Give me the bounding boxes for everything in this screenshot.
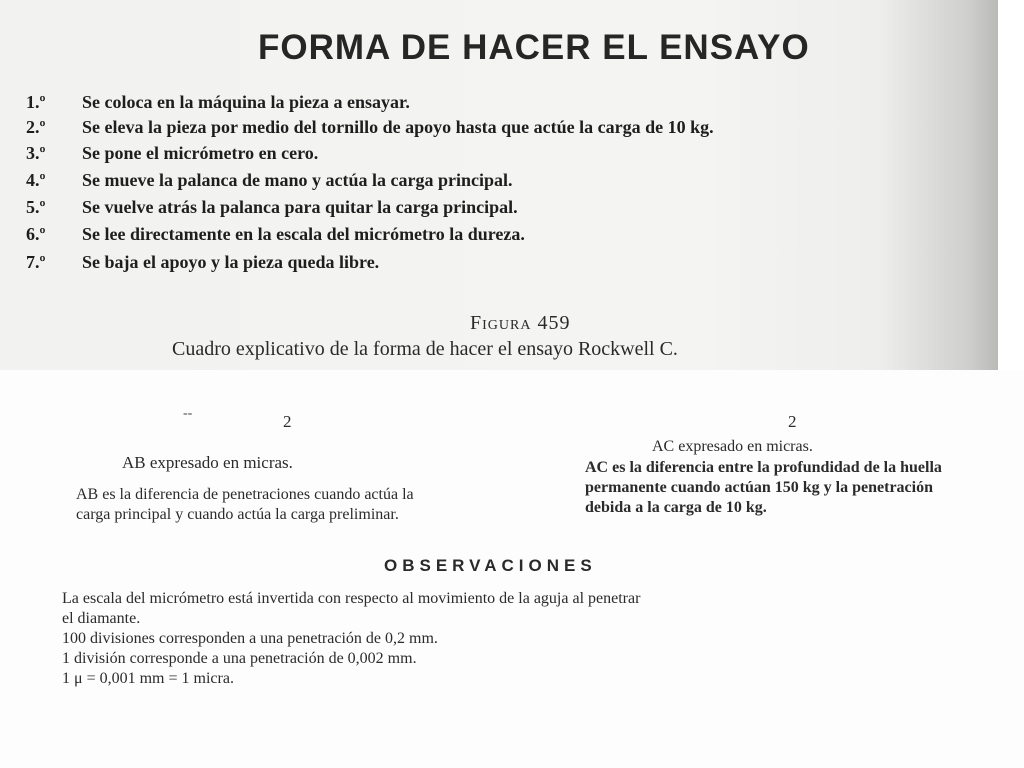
observation-line: 100 divisiones corresponden a una penetración de 0,2 mm. — [62, 630, 438, 647]
step-text: Se pone el micrómetro en cero. — [82, 143, 319, 163]
observation-line: 1 división corresponde a una penetración de 0,002 mm. — [62, 650, 417, 667]
right-description: AC es la diferencia entre la profundidad de la huella permanente cuando actúan 150 kg y la penetración debida a la carga de 10 kg. — [585, 459, 942, 516]
procedure-steps — [0, 0, 1000, 300]
observation-line: La escala del micrómetro está invertida con respecto al movimiento de la aguja al penetrar — [62, 590, 641, 607]
left-label: AB expresado en micras. — [122, 453, 293, 472]
page-edge — [998, 0, 1024, 370]
right-label: AC expresado en micras. — [652, 438, 813, 455]
figure-label: Figura 459 — [470, 312, 571, 334]
step-text: Se baja el apoyo y la pieza queda libre. — [82, 252, 380, 272]
step-number: 4.º — [26, 170, 46, 190]
step-text: Se lee directamente en la escala del micrómetro la dureza. — [82, 224, 525, 244]
step-number: 2.º — [26, 117, 46, 137]
step-number: 5.º — [26, 197, 46, 217]
step-text: Se coloca en la máquina la pieza a ensayar. — [82, 92, 410, 112]
observation-line: 1 μ = 0,001 mm = 1 micra. — [62, 670, 234, 687]
step-number: 6.º — [26, 224, 46, 244]
step-number: 1.º — [26, 92, 46, 112]
step-number: 3.º — [26, 143, 46, 163]
step-text: Se eleva la pieza por medio del tornillo de apoyo hasta que actúe la carga de 10 kg. — [82, 117, 714, 137]
step-text: Se mueve la palanca de mano y actúa la carga principal. — [82, 170, 513, 190]
left-dash: -- — [183, 406, 193, 421]
observation-line: el diamante. — [62, 610, 141, 627]
step-number: 7.º — [26, 252, 46, 272]
observations-title: OBSERVACIONES — [384, 556, 597, 575]
document-title: FORMA DE HACER EL ENSAYO — [258, 28, 810, 67]
figure-caption: Cuadro explicativo de la forma de hacer el ensayo Rockwell C. — [172, 338, 678, 360]
right-exponent: 2 — [788, 412, 797, 431]
step-text: Se vuelve atrás la palanca para quitar la carga principal. — [82, 197, 518, 217]
left-exponent: 2 — [283, 412, 292, 431]
left-description: AB es la diferencia de penetraciones cuando actúa la carga principal y cuando actúa la carga preliminar. — [76, 486, 414, 523]
